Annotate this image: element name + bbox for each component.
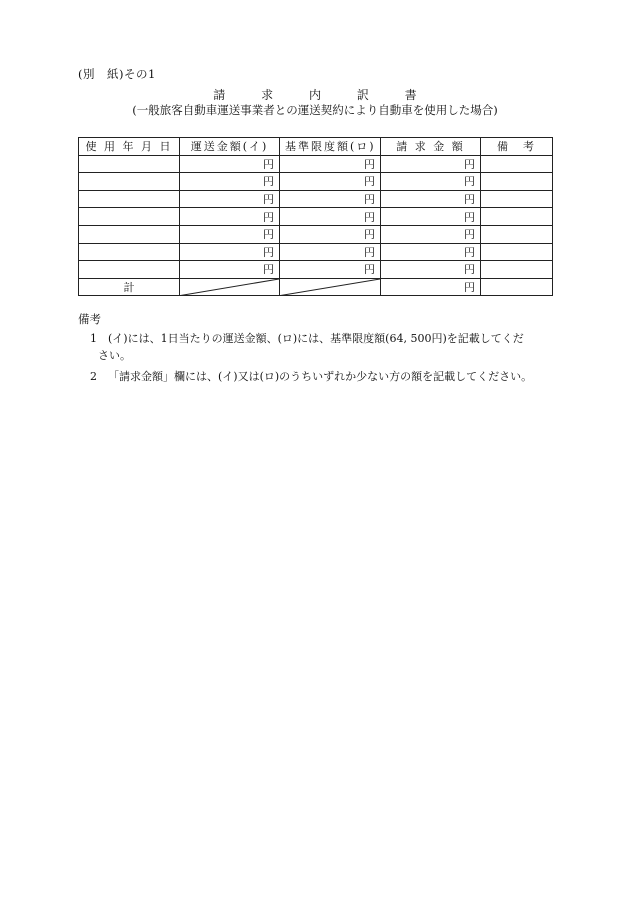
claim-amount-cell[interactable]: 円 [381, 208, 481, 226]
remarks-cell[interactable] [481, 243, 553, 261]
remarks-cell[interactable] [481, 225, 553, 243]
limit-amount-cell[interactable]: 円 [280, 155, 381, 173]
date-cell[interactable] [79, 190, 180, 208]
transport-amount-cell[interactable]: 円 [180, 261, 280, 279]
limit-amount-cell[interactable]: 円 [280, 173, 381, 191]
date-cell[interactable] [79, 208, 180, 226]
note-item [90, 330, 560, 364]
remarks-cell[interactable] [481, 173, 553, 191]
title-char: 請 [213, 88, 226, 102]
note-continuation: さい。 [98, 349, 131, 362]
total-label: 計 [79, 278, 180, 296]
transport-amount-cell[interactable]: 円 [180, 155, 280, 173]
table-row [79, 155, 553, 173]
billing-breakdown-table [78, 137, 553, 296]
date-cell[interactable] [79, 155, 180, 173]
crossed-out-cell [180, 278, 280, 296]
table-row [79, 243, 553, 261]
date-cell[interactable] [79, 261, 180, 279]
table-row [79, 208, 553, 226]
table-row [79, 261, 553, 279]
notes-heading: 備考 [78, 312, 101, 326]
claim-amount-cell[interactable]: 円 [381, 225, 481, 243]
total-claim-amount-cell[interactable]: 円 [381, 278, 481, 296]
limit-amount-cell[interactable]: 円 [280, 208, 381, 226]
note-number: 2 [90, 370, 97, 383]
title-char: 内 [308, 88, 321, 102]
table-row [79, 190, 553, 208]
document-subtitle: (一般旅客自動車運送事業者との運送契約により自動車を使用した場合) [132, 103, 498, 117]
table-row [79, 173, 553, 191]
column-header-transport-amount: 運送金額(イ) [180, 138, 280, 156]
note-item [90, 368, 560, 385]
claim-amount-cell[interactable]: 円 [381, 173, 481, 191]
transport-amount-cell[interactable]: 円 [180, 190, 280, 208]
diagonal-line [280, 279, 380, 296]
date-cell[interactable] [79, 243, 180, 261]
claim-amount-cell[interactable]: 円 [381, 243, 481, 261]
claim-amount-cell[interactable]: 円 [381, 261, 481, 279]
table-header-row [79, 138, 553, 156]
note-number: 1 [90, 332, 97, 345]
column-header-remarks: 備 考 [481, 138, 553, 156]
column-header-claim-amount: 請 求 金 額 [381, 138, 481, 156]
limit-amount-cell[interactable]: 円 [280, 225, 381, 243]
total-remarks-cell[interactable] [481, 278, 553, 296]
document-title [0, 86, 630, 103]
claim-amount-cell[interactable]: 円 [381, 155, 481, 173]
transport-amount-cell[interactable]: 円 [180, 173, 280, 191]
remarks-cell[interactable] [481, 208, 553, 226]
total-row [79, 278, 553, 296]
transport-amount-cell[interactable]: 円 [180, 208, 280, 226]
remarks-cell[interactable] [481, 155, 553, 173]
remarks-cell[interactable] [481, 190, 553, 208]
note-line [90, 368, 560, 385]
transport-amount-cell[interactable]: 円 [180, 225, 280, 243]
title-char: 訳 [356, 88, 369, 102]
column-header-date: 使 用 年 月 日 [79, 138, 180, 156]
note-text: (イ)には、1日当たりの運送金額、(ロ)には、基準限度額(64, 500円)を記載してくだ [108, 332, 524, 345]
diagonal-line [180, 279, 279, 296]
crossed-out-cell [280, 278, 381, 296]
note-text: 「請求金額」欄には、(イ)又は(ロ)のうちいずれか少ない方の額を記載してください。 [108, 370, 533, 383]
table-row [79, 225, 553, 243]
transport-amount-cell[interactable]: 円 [180, 243, 280, 261]
attachment-label: (別 紙)その1 [78, 67, 156, 81]
limit-amount-cell[interactable]: 円 [280, 190, 381, 208]
remarks-cell[interactable] [481, 261, 553, 279]
claim-amount-cell[interactable]: 円 [381, 190, 481, 208]
date-cell[interactable] [79, 225, 180, 243]
column-header-limit-amount: 基準限度額(ロ) [280, 138, 381, 156]
title-char: 求 [261, 88, 274, 102]
note-line [90, 330, 560, 347]
title-char: 書 [404, 88, 417, 102]
date-cell[interactable] [79, 173, 180, 191]
limit-amount-cell[interactable]: 円 [280, 261, 381, 279]
limit-amount-cell[interactable]: 円 [280, 243, 381, 261]
